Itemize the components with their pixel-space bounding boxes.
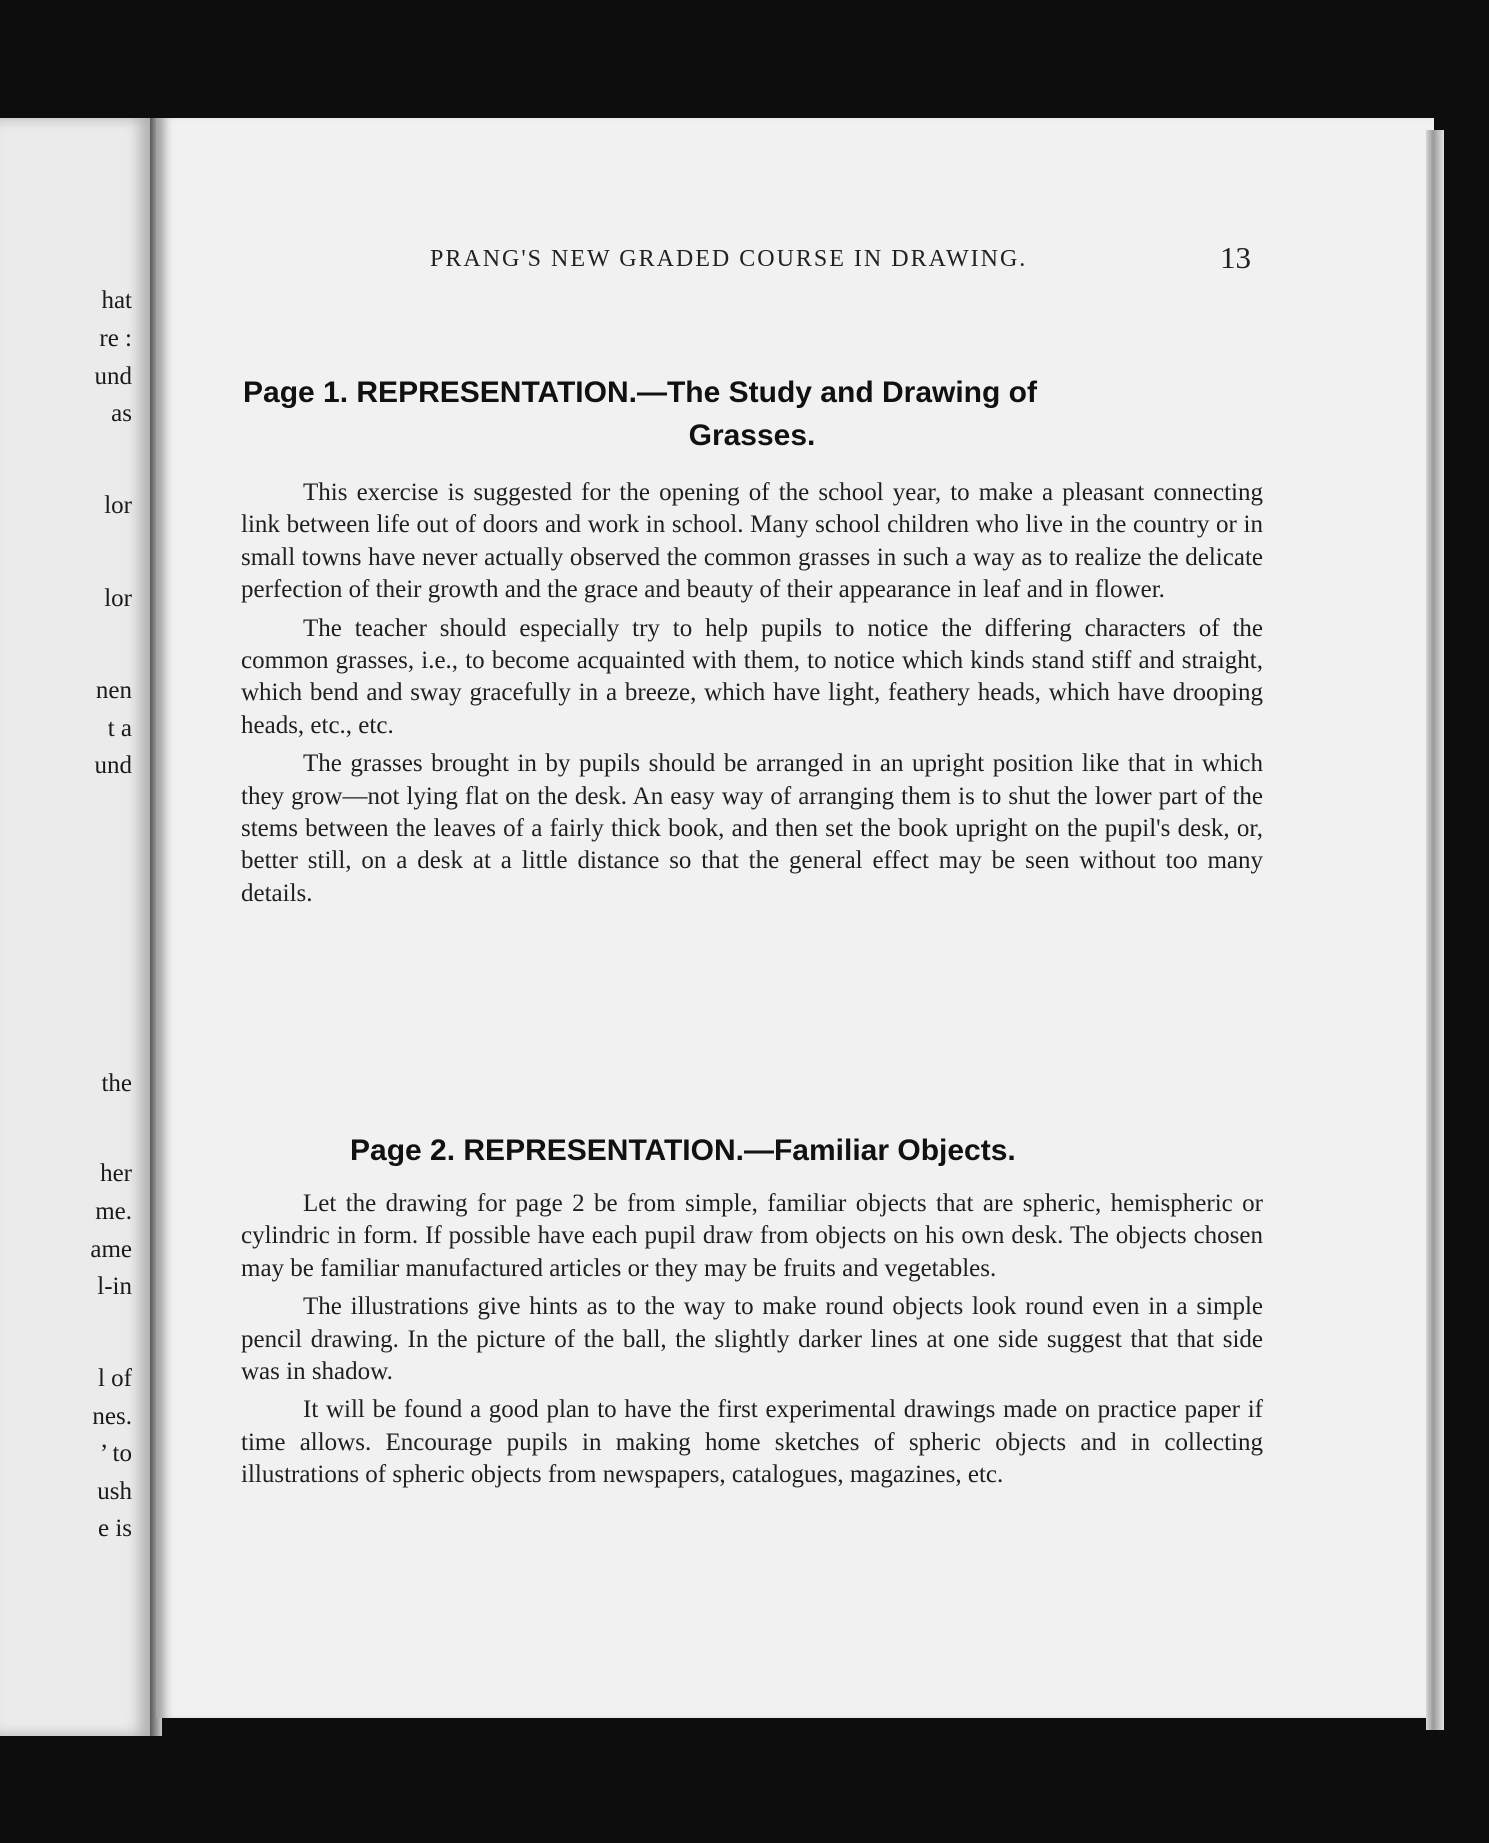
left-page-fragment: nes. [92,1403,132,1430]
left-page-fragment: lor [104,585,132,612]
left-page-fragment: me. [95,1198,132,1225]
paragraph: It will be found a good plan to have the first experimental drawings made on practice paper if time allows. Encourage pupils in making home sketches of spheric objects and in collecting illustrations of spheric objects from newspapers, catalogues, magazines, etc. [241,1396,1263,1489]
left-page-fragment: ame [90,1236,132,1263]
left-page-fragment: her [100,1160,132,1187]
left-page-fragment: und [94,752,132,779]
left-page-fragment: hat [101,287,132,314]
section2-heading: Page 2. REPRESENTATION.—Familiar Objects. [350,1134,1016,1167]
paragraph: The grasses brought in by pupils should be arranged in an upright position like that in which they grow—not lying flat on the desk. An easy way of arranging them is to shut the lower part of the stems between the leaves of a fairly thick book, and then set the book upright on the pupil's desk, or, better still, on a desk at a little distance so that the general effect may be seen without too many details. [241,750,1263,907]
page-number: 13 [1220,240,1251,275]
left-page-fragment: und [94,363,132,390]
section1-heading [243,371,1261,457]
section1-body [241,477,1263,916]
running-head: PRANG'S NEW GRADED COURSE IN DRAWING. [430,246,1028,272]
left-page-fragment: as [111,400,132,427]
left-page-fragment: re : [99,325,132,352]
page-edge [1426,130,1444,1730]
left-page-fragment: ’ to [99,1440,132,1467]
left-page-fragment: l-in [97,1273,132,1300]
left-page-fragment: nen [95,677,132,704]
paragraph: The illustrations give hints as to the way to make round objects look round even in a simple pencil drawing. In the picture of the ball, the slightly darker lines at one side suggest that that side was in shadow. [241,1293,1263,1386]
section1-heading-line1: Page 1. REPRESENTATION.—The Study and Drawing of [243,376,1037,409]
paragraph: This exercise is suggested for the opening of the school year, to make a pleasant connecting link between life out of doors and work in school. Many school children who live in the country or in small towns have never actually observed the common grasses in such a way as to realize the delicate perfection of their growth and the grace and beauty of their appearance in leaf and in flower. [241,479,1263,604]
left-page-fragment: t a [107,715,132,742]
left-page [0,118,156,1736]
left-page-fragment: lor [104,492,132,519]
left-page-fragment: l of [97,1365,132,1392]
left-page-fragment: ush [97,1478,132,1505]
paragraph: Let the drawing for page 2 be from simple, familiar objects that are spheric, hemispheric or cylindric in form. If possible have each pupil draw from objects on his own desk. The objects chosen may be familiar manufactured articles or they may be fruits and vegetables. [241,1190,1263,1282]
section1-heading-line2: Grasses. [688,419,816,452]
left-page-fragment: e is [97,1515,132,1542]
left-page-fragment: the [101,1070,132,1097]
paragraph: The teacher should especially try to help pupils to notice the differing characters of the common grasses, i.e., to become acquainted with them, to notice which kinds stand stiff and straight, which bend and sway gracefully in a breeze, which have light, feathery heads, which have drooping heads, etc., etc. [241,614,1263,739]
section2-body [241,1188,1263,1498]
